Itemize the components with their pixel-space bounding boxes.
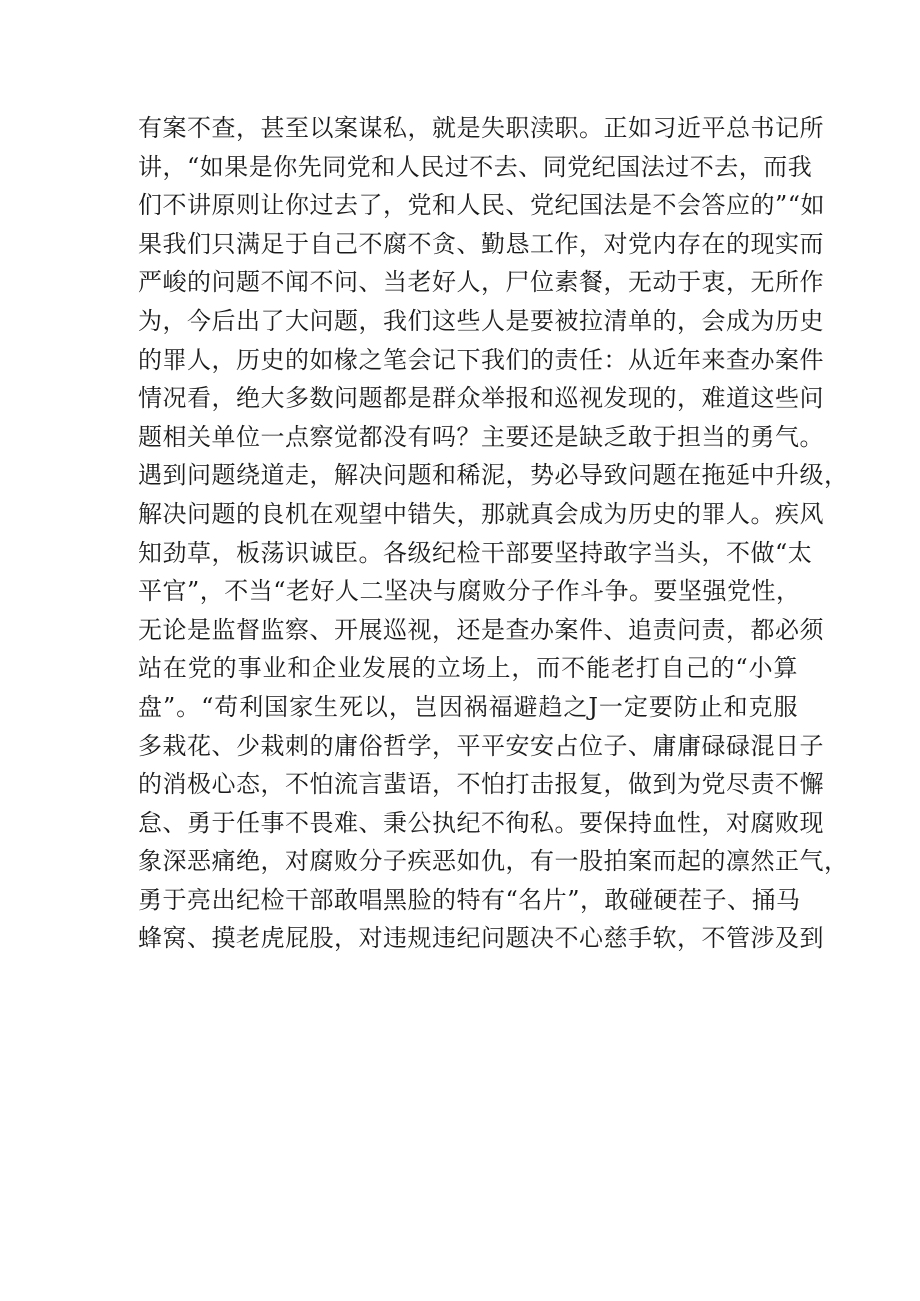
text-line: 的罪人，历史的如椽之笔会记下我们的责任：从近年来查办案件 (138, 345, 824, 374)
text-line: 多栽花、少栽刺的庸俗哲学，平平安安占位子、庸庸碌碌混日子 (138, 731, 824, 760)
text-line: 盘”。“苟利国家生死以，岂因祸福避趋之J一定要防止和克服 (138, 692, 798, 721)
text-line: 无论是监督监察、开展巡视，还是查办案件、追责问责，都必须 (138, 615, 824, 644)
text-line: 的消极心态，不怕流言蜚语，不怕打击报复，做到为党尽责不懈 (138, 770, 824, 799)
text-line: 有案不查，甚至以案谋私，就是失职渎职。正如习近平总书记所 (138, 114, 824, 142)
text-line: 们不讲原则让你过去了，党和人民、党纪国法是不会答应的”“如 (138, 191, 826, 220)
text-line: 严峻的问题不闻不问、当老好人，尸位素餐，无动于衷，无所作 (138, 268, 824, 297)
text-line: 遇到问题绕道走，解决问题和稀泥，势必导致问题在拖延中升级， (138, 461, 849, 490)
text-line: 情况看，绝大多数问题都是群众举报和巡视发现的，难道这些问 (138, 384, 824, 413)
text-line: 平官”，不当“老好人二坚决与腐败分子作斗争。要坚强党性， (138, 577, 801, 606)
text-line: 怠、勇于任事不畏难、秉公执纪不徇私。要保持血性，对腐败现 (138, 808, 824, 837)
text-line: 解决问题的良机在观望中错失，那就真会成为历史的罪人。疾风 (138, 499, 824, 528)
text-line: 讲，“如果是你先同党和人民过不去、同党纪国法过不去，而我 (138, 152, 813, 181)
text-line: 勇于亮出纪检干部敢唱黑脸的特有“名片”，敢碰硬茬子、捅马 (138, 885, 801, 914)
text-line: 站在党的事业和企业发展的立场上，而不能老打自己的“小算 (138, 654, 798, 683)
text-line: 果我们只满足于自己不腐不贪、勤恳工作，对党内存在的现实而 (138, 229, 824, 258)
text-line: 象深恶痛绝，对腐败分子疾恶如仇，有一股拍案而起的凛然正气， (138, 847, 849, 876)
body-paragraph (138, 109, 849, 958)
text-line: 为，今后出了大问题，我们这些人是要被拉清单的，会成为历史 (138, 306, 824, 335)
text-line: 题相关单位一点察觉都没有吗？主要还是缺乏敢于担当的勇气。 (138, 422, 824, 451)
text-line: 蜂窝、摸老虎屁股，对违规违纪问题决不心慈手软，不管涉及到 (138, 924, 824, 953)
text-line: 知劲草，板荡识诚臣。各级纪检干部要坚持敢字当头，不做“太 (138, 538, 813, 567)
